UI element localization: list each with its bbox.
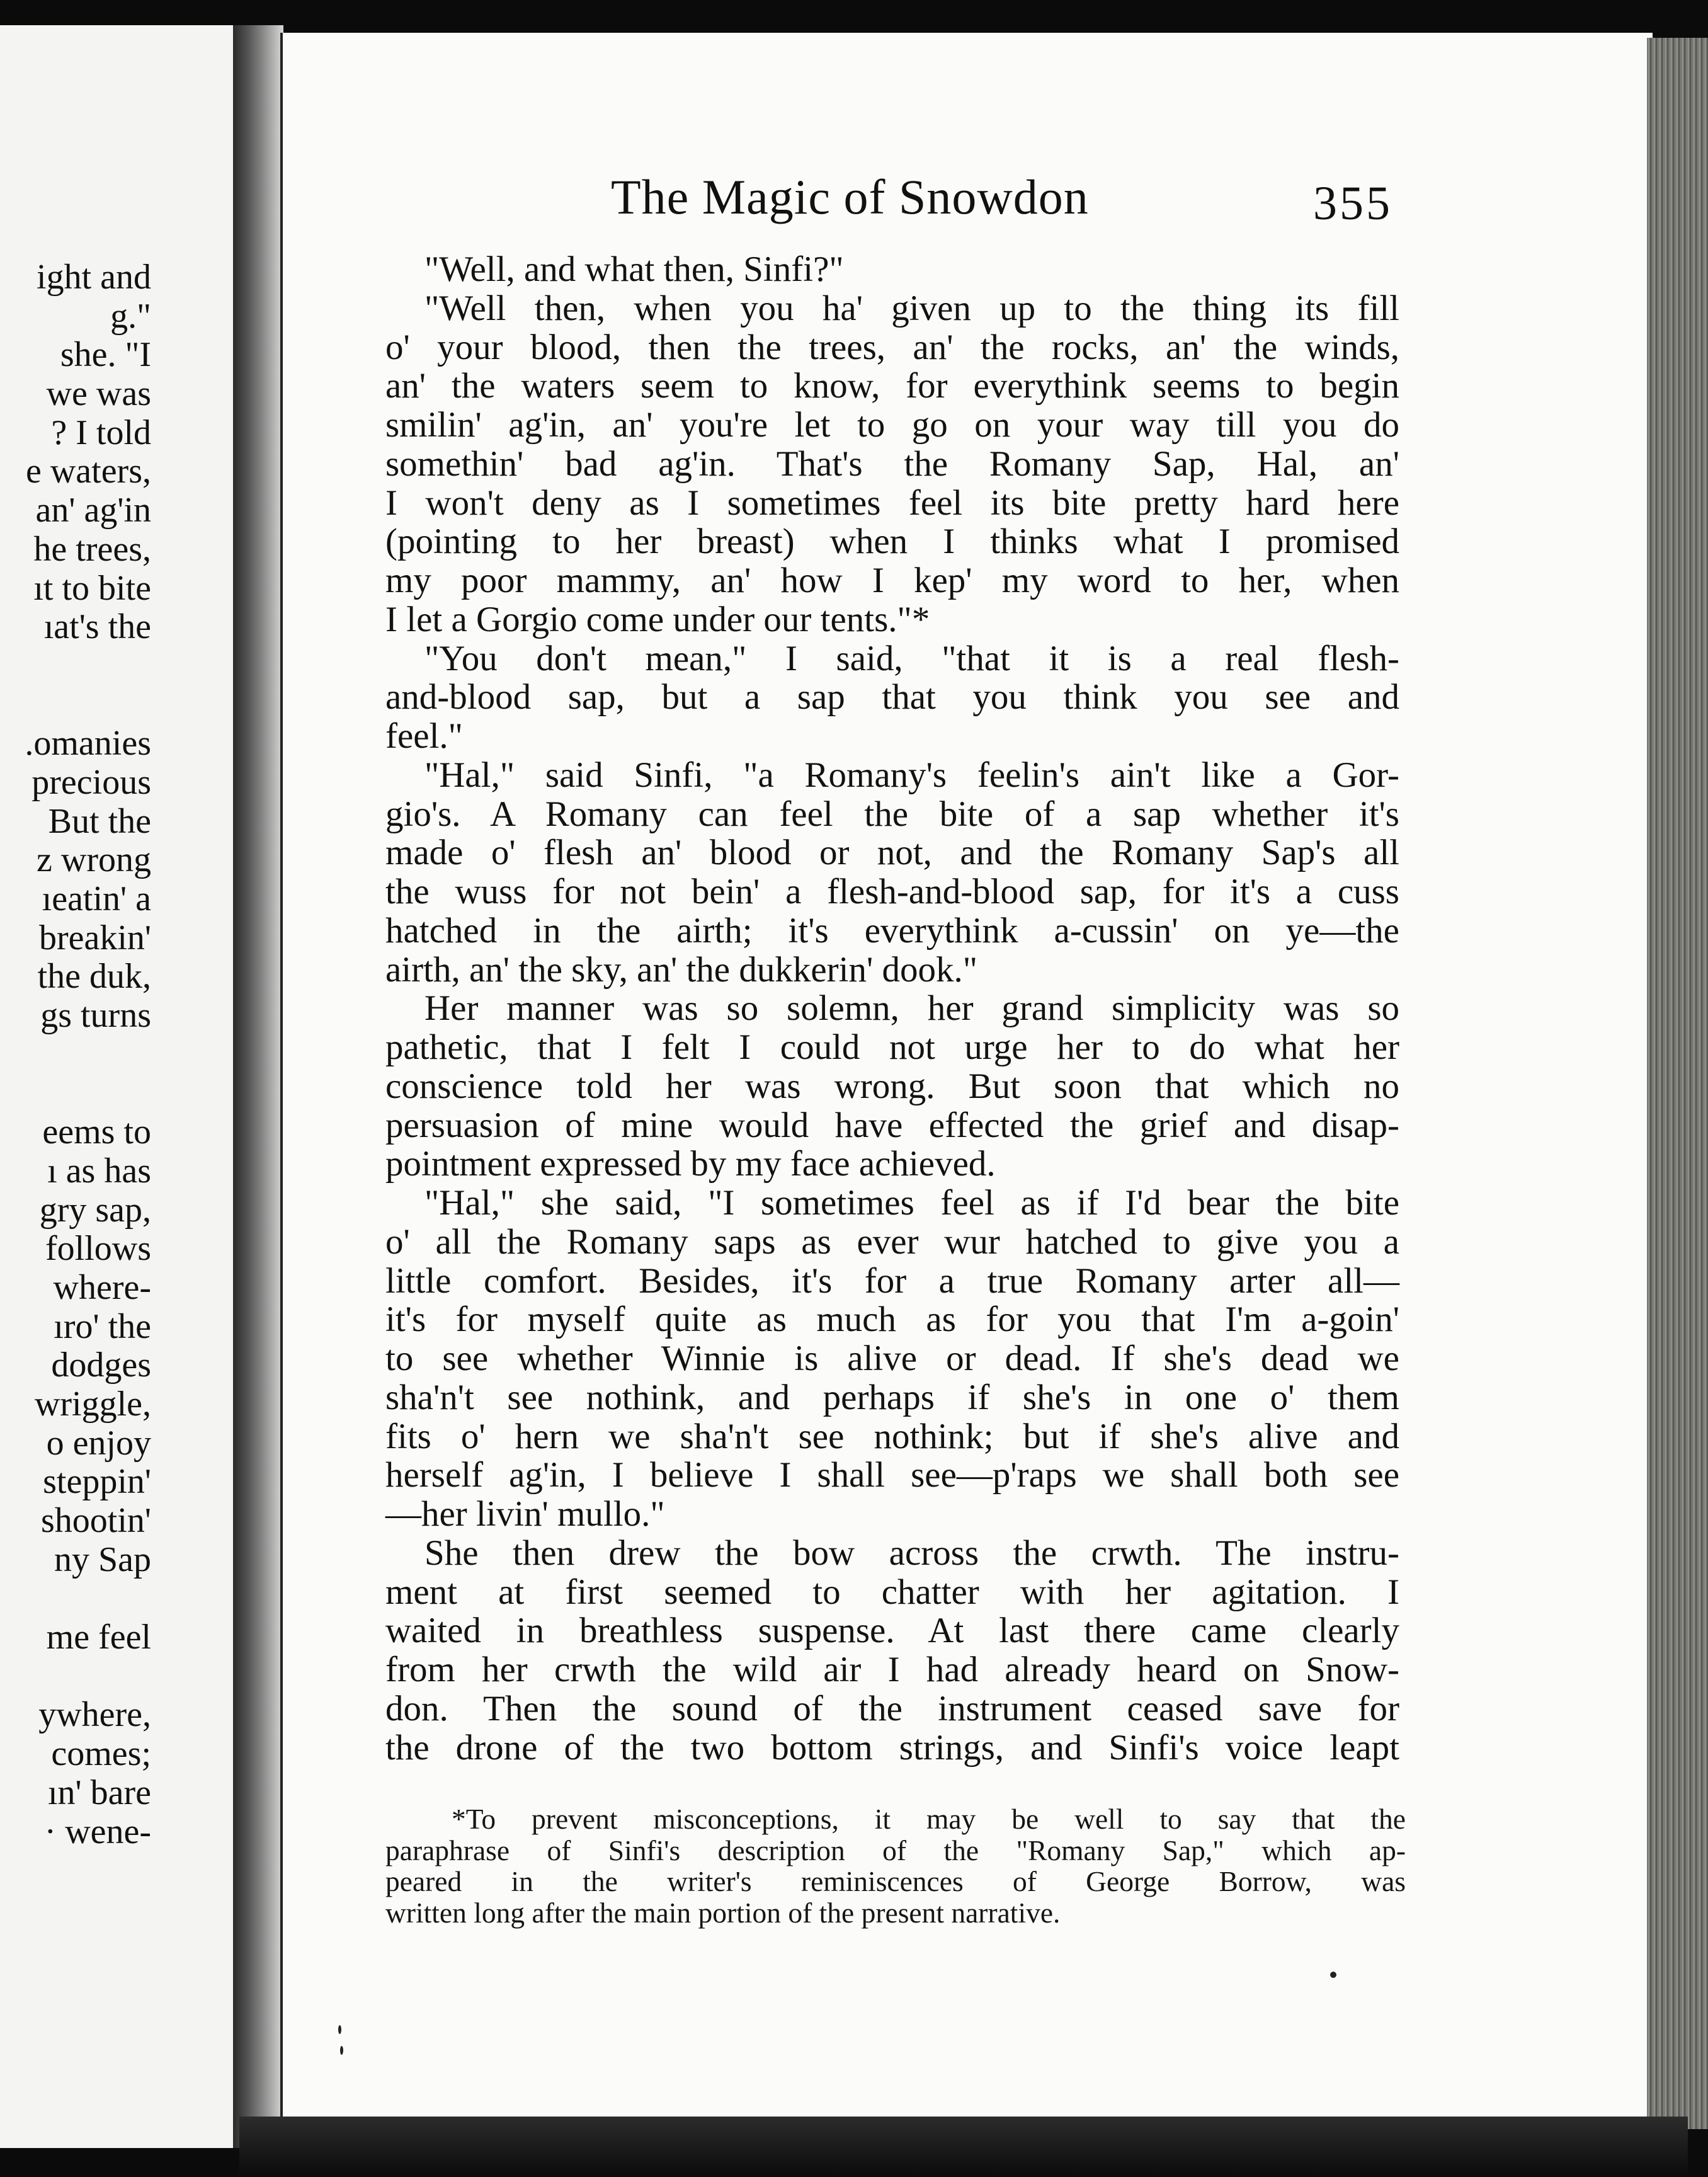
previous-page-line: we was — [46, 374, 151, 414]
text-line: (pointing to her breast) when I thinks what I promised — [385, 522, 1399, 562]
text-line: persuasion of mine would have effected the grief and disap- — [385, 1105, 1399, 1145]
previous-page-line: ıt to bite — [33, 568, 151, 608]
text-line: "Hal," she said, "I sometimes feel as if I'd bear the bite — [424, 1183, 1399, 1223]
previous-page-line — [0, 686, 151, 725]
text-line: o' your blood, then the trees, an' the rocks, an' the winds, — [385, 327, 1399, 367]
page-fore-edge — [1647, 38, 1708, 2129]
footnote-line: written long after the main portion of the present narrative. — [385, 1896, 1061, 1929]
text-line: hatched in the airth; it's everythink a-cussin' on ye—the — [385, 910, 1399, 951]
previous-page-line: eems to — [42, 1112, 151, 1152]
footnote-line: paraphrase of Sinfi's description of the "Romany Sap," which ap- — [385, 1834, 1406, 1866]
scan-speck — [340, 2046, 343, 2055]
text-line: o' all the Romany saps as ever wur hatched to give you a — [385, 1221, 1399, 1262]
text-line: "You don't mean," I said, "that it is a real flesh- — [424, 638, 1399, 678]
previous-page-line: gry sap, — [39, 1190, 151, 1230]
previous-page-line: o enjoy — [46, 1423, 151, 1463]
text-line: "Well then, when you ha' given up to the thing its fill — [424, 288, 1399, 328]
text-line: to see whether Winnie is alive or dead. If she's dead we — [385, 1339, 1399, 1378]
text-line: conscience told her was wrong. But soon that which no — [385, 1066, 1399, 1106]
text-line: waited in breathless suspense. At last there came clearly — [385, 1611, 1399, 1651]
previous-page-line: me feel — [46, 1618, 151, 1657]
text-line: airth, an' the sky, an' the dukkerin' dook." — [385, 949, 977, 990]
running-head: The Magic of Snowdon — [611, 169, 1089, 224]
text-line: it's for myself quite as much as for you that I'm a-goin' — [385, 1300, 1399, 1340]
text-line: the drone of the two bottom strings, and Sinfi's voice leapt — [385, 1727, 1399, 1768]
previous-page-line: e waters, — [25, 452, 151, 491]
book-gutter — [233, 25, 283, 2148]
previous-page-line: ıro' the — [54, 1306, 151, 1346]
previous-page-line: an' ag'in — [35, 491, 151, 530]
previous-page-line: ywhere, — [38, 1695, 151, 1735]
text-line: fits o' hern we sha'n't see nothink; but if she's alive and — [385, 1416, 1399, 1456]
previous-page-line: ight and — [37, 258, 151, 297]
previous-page-line — [0, 1579, 151, 1618]
previous-page-line: she. "I — [60, 335, 151, 375]
text-line: pathetic, that I felt I could not urge her to do what her — [385, 1027, 1399, 1067]
previous-page-line — [0, 1074, 151, 1113]
text-line: I won't deny as I sometimes feel its bite pretty hard here — [385, 483, 1399, 523]
previous-page-line: ıat's the — [43, 607, 151, 647]
previous-page-line: ı as has — [47, 1151, 151, 1191]
previous-page-line — [0, 1036, 151, 1075]
body-text — [385, 250, 1399, 1767]
previous-page-line — [0, 1657, 151, 1696]
previous-page-line: precious — [31, 762, 151, 802]
previous-page-line: gs turns — [40, 996, 151, 1036]
scan-speck — [338, 2025, 341, 2034]
text-line: my poor mammy, an' how I kep' my word to her, when — [385, 561, 1399, 600]
text-line: an' the waters seem to know, for everythink seems to begin — [385, 366, 1399, 406]
previous-page-line: ıeatin' a — [42, 879, 151, 918]
previous-page-line: But the — [48, 801, 151, 841]
text-line: She then drew the bow across the crwth. The instru- — [424, 1533, 1399, 1573]
text-line: the wuss for not bein' a flesh-and-blood sap, for it's a cuss — [385, 872, 1399, 911]
text-line: gio's. A Romany can feel the bite of a sap whether it's — [385, 794, 1399, 834]
previous-page-line: where- — [53, 1267, 151, 1307]
previous-page-line: steppin' — [43, 1462, 151, 1502]
footnote-line: peared in the writer's reminiscences of George Borrow, was — [385, 1865, 1406, 1897]
previous-page — [0, 25, 237, 2148]
scan-speck — [1330, 1972, 1336, 1978]
previous-page-line: ın' bare — [47, 1773, 151, 1812]
text-line: herself ag'in, I believe I shall see—p'raps we shall both see — [385, 1455, 1399, 1495]
text-line: "Well, and what then, Sinfi?" — [424, 249, 844, 289]
previous-page-text — [0, 258, 151, 1851]
text-line: feel." — [385, 716, 463, 756]
previous-page-line: breakin' — [38, 918, 151, 957]
text-line: I let a Gorgio come under our tents."* — [385, 599, 930, 639]
previous-page-line: follows — [45, 1229, 151, 1269]
previous-page-line: dodges — [51, 1346, 151, 1385]
previous-page-line: wriggle, — [34, 1384, 151, 1424]
text-line: ment at first seemed to chatter with her agitation. I — [385, 1572, 1399, 1612]
text-line: from her crwth the wild air I had already heard on Snow- — [385, 1650, 1399, 1689]
previous-page-line: ny Sap — [54, 1540, 151, 1579]
previous-page-line: .omanies — [25, 724, 151, 763]
previous-page-line: he trees, — [33, 529, 151, 569]
previous-page-line: the duk, — [37, 957, 151, 997]
text-line: "Hal," said Sinfi, "a Romany's feelin's ain't like a Gor- — [424, 755, 1399, 795]
text-line: smilin' ag'in, an' you're let to go on your way till you do — [385, 405, 1399, 445]
text-line: and-blood sap, but a sap that you think you see and — [385, 677, 1399, 717]
footnote — [385, 1803, 1406, 1928]
previous-page-line: g." — [110, 296, 151, 336]
text-line: —her livin' mullo." — [385, 1494, 665, 1534]
bottom-shadow — [239, 2117, 1688, 2177]
text-line: pointment expressed by my face achieved. — [385, 1144, 996, 1184]
footnote-line: *To prevent misconceptions, it may be well to say that the — [452, 1803, 1406, 1835]
previous-page-line — [0, 647, 151, 686]
previous-page-line: ? I told — [51, 413, 151, 452]
text-line: made o' flesh an' blood or not, and the Romany Sap's all — [385, 833, 1399, 873]
previous-page-line: z wrong — [37, 840, 151, 880]
previous-page-line: · wene- — [44, 1812, 151, 1851]
text-line: Her manner was so solemn, her grand simplicity was so — [424, 988, 1399, 1029]
text-line: little comfort. Besides, it's for a true Romany arter all— — [385, 1260, 1399, 1301]
previous-page-line: comes; — [51, 1734, 151, 1774]
text-line: somethin' bad ag'in. That's the Romany Sap, Hal, an' — [385, 443, 1399, 484]
text-line: don. Then the sound of the instrument ceased save for — [385, 1688, 1399, 1728]
previous-page-line: shootin' — [41, 1501, 151, 1540]
page-number: 355 — [1313, 177, 1392, 230]
text-line: sha'n't see nothink, and perhaps if she's in one o' them — [385, 1377, 1399, 1417]
